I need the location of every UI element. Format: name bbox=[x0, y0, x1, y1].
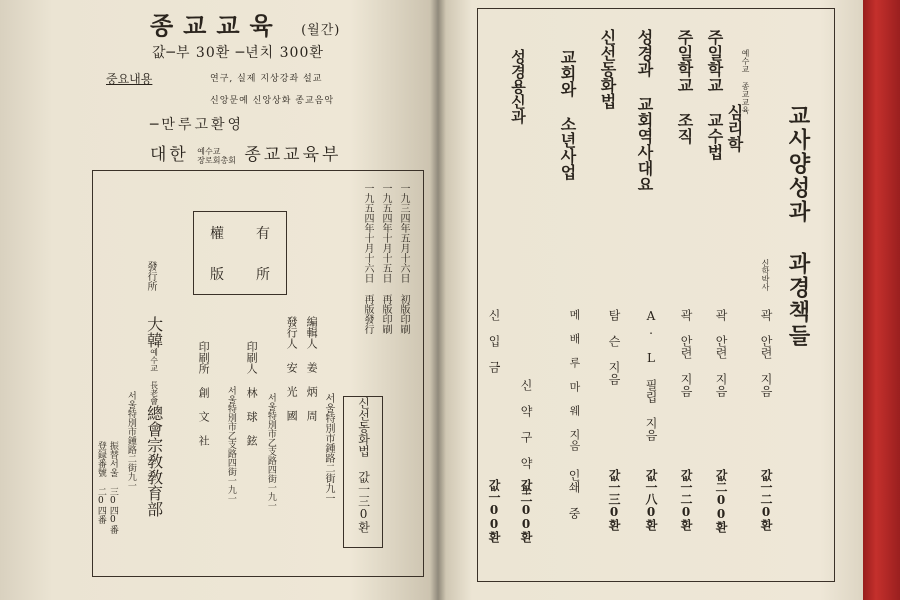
publisher-person: 發行人 安 光 國 bbox=[285, 316, 299, 421]
price-box-text bbox=[356, 397, 369, 547]
author-prefix: 신학박사 bbox=[761, 259, 770, 291]
publisher-name-a: 大韓 bbox=[144, 316, 164, 348]
book-3-author: 곽 안련 지음 bbox=[679, 309, 693, 397]
ad-publisher bbox=[150, 140, 341, 165]
content-label: 중요내용 bbox=[106, 72, 153, 86]
book-gutter bbox=[430, 0, 446, 600]
content-line-1: 연구, 실제 지상강좌 설교 bbox=[210, 74, 323, 84]
printer-person: 印刷人 林 球 鉉 bbox=[245, 341, 259, 446]
book-2-price: 값二00환 bbox=[714, 469, 728, 533]
date-3: 一九五四年十月十六日 再版發行 bbox=[362, 183, 373, 334]
ad-publisher-tiny bbox=[197, 147, 236, 165]
book-1-prefix: 예수교 종교교육 bbox=[741, 49, 750, 114]
book-2-title: 주일학교 교수법 bbox=[705, 29, 724, 160]
ad-slogan: ─만루고환영 bbox=[150, 117, 245, 133]
magazine-price: 값─부 30환 ─년치 300환 bbox=[152, 45, 324, 61]
book-5-author: 탐 슨 지음 bbox=[607, 309, 621, 385]
magazine-title-text: 종교교육 bbox=[150, 11, 283, 40]
registration-2: 登録番號 二0四番 bbox=[95, 441, 106, 524]
book-7-title: 성경용신과 bbox=[509, 49, 527, 124]
stamp-char-4: 所 bbox=[256, 266, 270, 283]
book-1-price: 값一二0환 bbox=[759, 469, 773, 531]
ad-publisher-b: 종교교육부 bbox=[244, 145, 342, 165]
colophon-box bbox=[92, 170, 424, 577]
book-4-author: A. L 필립 지음 bbox=[644, 309, 658, 441]
book-5-title: 신선동화법 bbox=[598, 29, 617, 109]
book-5-price: 값一三0환 bbox=[607, 469, 621, 531]
content-line-2: 신앙문예 신앙상화 종교음악 bbox=[210, 96, 335, 106]
publisher-addr-2: 서울特別市鍾路二街九一 bbox=[125, 391, 136, 490]
registration: 振替서울 三0四0番 bbox=[107, 441, 118, 534]
book-4-title: 성경과 교회역사대요 bbox=[635, 29, 654, 192]
book-7-author: 신 약 구 약 부 bbox=[519, 379, 533, 495]
price-book-value: 값一三0환 bbox=[356, 471, 371, 533]
ad-publisher-tiny-1: 예수교 bbox=[197, 146, 221, 156]
copyright-stamp bbox=[193, 211, 287, 295]
book-cover-edge bbox=[860, 0, 900, 600]
magazine-title bbox=[150, 6, 340, 41]
book-4-price: 값一八0환 bbox=[644, 469, 658, 531]
publisher-name-small: 예수교 長老會 bbox=[149, 348, 159, 405]
book-6-price: 인쇄 중 bbox=[567, 469, 581, 519]
new-lyrics-price: 값一00환 bbox=[487, 479, 501, 543]
book-3-price: 값一二0환 bbox=[679, 469, 693, 531]
book-2-author: 곽 안련 지음 bbox=[714, 309, 728, 397]
date-1: 一九三四年五月十六日 初版印刷 bbox=[398, 183, 409, 334]
ad-publisher-a: 대한 bbox=[150, 145, 189, 165]
price-box bbox=[343, 396, 383, 548]
ad-publisher-tiny-2: 장로회총회 bbox=[197, 155, 236, 165]
editor: 編輯人 姜 炳 周 bbox=[305, 316, 319, 421]
book-1-author: 곽 안련 지음 bbox=[759, 309, 773, 397]
publisher-addr: 서울特別市乙支路四街一九一 bbox=[265, 393, 276, 510]
book-3-title: 주일학교 조직 bbox=[675, 29, 694, 144]
book-list-heading: 교사양성과 과경책들 bbox=[785, 104, 811, 348]
stamp-char-2: 有 bbox=[256, 225, 270, 242]
date-2: 一九五四年十月十五日 再版印刷 bbox=[380, 183, 391, 334]
book-1-title: 심리학 bbox=[725, 104, 744, 152]
editor-addr: 서울特別市鍾路二街九一 bbox=[323, 393, 334, 503]
stamp-char-1: 權 bbox=[210, 225, 224, 242]
magazine-title-suffix: (월간) bbox=[301, 23, 341, 38]
stamp-char-3: 版 bbox=[210, 266, 224, 283]
book-6-title: 교회와 소년사업 bbox=[558, 49, 577, 180]
book-7-price: 값二00환 bbox=[519, 479, 533, 543]
publisher-name-b: 總會宗敎敎育部 bbox=[144, 405, 164, 517]
book-6-author: 메 배 루 마 웨 지음 bbox=[568, 309, 581, 451]
left-page bbox=[0, 0, 438, 600]
new-lyrics: 신 입 금 bbox=[487, 309, 501, 373]
print-shop: 印刷所 創 文 社 bbox=[197, 341, 211, 446]
printer-addr: 서울特別市乙支路四街一九一 bbox=[225, 386, 236, 503]
book-list-frame bbox=[477, 8, 835, 582]
publisher-label: 發行所 bbox=[145, 261, 156, 291]
price-book-title: 신선동화법 bbox=[356, 397, 371, 457]
publisher-name bbox=[145, 316, 163, 517]
